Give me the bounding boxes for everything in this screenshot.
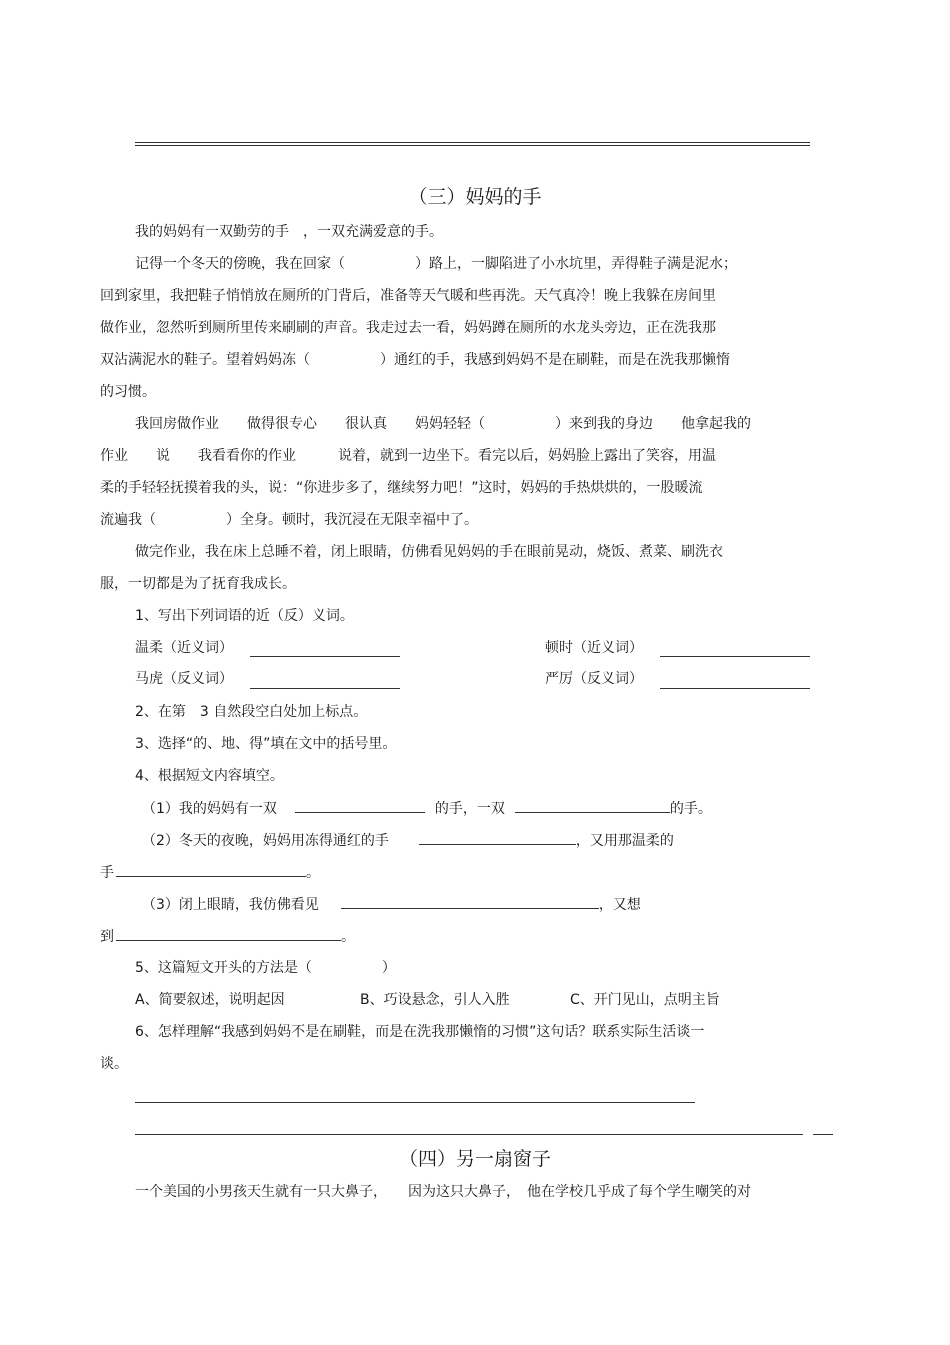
q4-2-blank-b[interactable] xyxy=(116,862,306,877)
section3-para3-line: 柔的手轻轻抚摸着我的头，说：“你进步多了，继续努力吧！”这时，妈妈的手热烘烘的，一股暖流 xyxy=(100,480,703,496)
question-4: 4、根据短文内容填空。 xyxy=(135,768,284,784)
q4-3-text-c: 到 xyxy=(100,929,114,945)
section3-para3-line: 我回房做作业 做得很专心 很认真 妈妈轻轻（ ）来到我的身边 他拿起我的 xyxy=(135,416,751,432)
q4-1-blank-a[interactable] xyxy=(295,798,425,813)
section3-para4-line: 服，一切都是为了抚育我成长。 xyxy=(100,576,296,592)
q5-option-c[interactable]: C、开门见山，点明主旨 xyxy=(570,992,720,1008)
q4-3-text-a: （3）闭上眼睛，我仿佛看见 xyxy=(142,897,319,913)
q1-dunshi-blank[interactable] xyxy=(660,656,810,657)
q4-2-continued xyxy=(100,862,320,883)
q6-answer-line-tail xyxy=(813,1134,833,1135)
q1-wenrou-label: 温柔（近义词） xyxy=(135,640,233,656)
q4-3-text-d: 。 xyxy=(341,929,355,945)
q6-answer-line[interactable] xyxy=(135,1102,695,1103)
q4-2-text-d: 。 xyxy=(306,865,320,881)
section3-para2-line: 回到家里，我把鞋子悄悄放在厕所的门背后，准备等天气暖和些再洗。天气真冷！晚上我躲在房间里 xyxy=(100,288,716,304)
q1-mahu-blank[interactable] xyxy=(250,688,400,689)
question-1: 1、写出下列词语的近（反）义词。 xyxy=(135,608,354,624)
q4-2-blank-a[interactable] xyxy=(419,830,576,845)
q4-1-line xyxy=(142,798,712,819)
q1-yanli-blank[interactable] xyxy=(660,688,810,689)
section3-para2-line: 做作业，忽然听到厕所里传来刷刷的声音。我走过去一看，妈妈蹲在厕所的水龙头旁边，正在洗我那 xyxy=(100,320,716,336)
section3-title: （三）妈妈的手 xyxy=(408,186,542,208)
section3-para2-line: 双沾满泥水的鞋子。望着妈妈冻（ ）通红的手，我感到妈妈不是在刷鞋，而是在洗我那懒惰 xyxy=(100,352,730,368)
q1-wenrou-blank[interactable] xyxy=(250,656,400,657)
q4-1-blank-b[interactable] xyxy=(515,798,670,813)
q4-2-text-a: （2）冬天的夜晚，妈妈用冻得通红的手 xyxy=(142,833,389,849)
q1-yanli-label: 严厉（反义词） xyxy=(545,671,643,687)
section3-para3-line: 作业 说 我看看你的作业 说着，就到一边坐下。看完以后，妈妈脸上露出了笑容，用温 xyxy=(100,448,716,464)
q4-3-blank-b[interactable] xyxy=(116,926,341,941)
question-5: 5、这篇短文开头的方法是（ ） xyxy=(135,960,396,976)
section3-para1: 我的妈妈有一双勤劳的手 ，一双充满爱意的手。 xyxy=(135,224,443,240)
q4-3-text-b: ，又想 xyxy=(598,897,641,913)
q1-mahu-label: 马虎（反义词） xyxy=(135,671,233,687)
section3-para3-line: 流遍我（ ）全身。顿时，我沉浸在无限幸福中了。 xyxy=(100,512,478,528)
question-2: 2、在第 3 自然段空白处加上标点。 xyxy=(135,704,368,720)
q4-3-line xyxy=(142,894,641,915)
q5-option-b[interactable]: B、巧设悬念，引人入胜 xyxy=(360,992,510,1008)
section3-para2-line: 记得一个冬天的傍晚，我在回家（ ）路上，一脚陷进了小水坑里，弄得鞋子满是泥水； xyxy=(135,256,737,272)
q5-option-a[interactable]: A、简要叙述，说明起因 xyxy=(135,992,285,1008)
top-double-rule xyxy=(135,142,810,146)
section3-para2-line: 的习惯。 xyxy=(100,384,156,400)
q4-1-text-b: 的手，一双 xyxy=(434,801,505,817)
q4-2-line xyxy=(142,830,674,851)
q1-dunshi-label: 顿时（近义词） xyxy=(545,640,643,656)
q4-2-text-b: ，又用那温柔的 xyxy=(575,833,674,849)
section3-para4-line: 做完作业，我在床上总睡不着，闭上眼睛，仿佛看见妈妈的手在眼前晃动，烧饭、煮菜、刷洗衣 xyxy=(135,544,723,560)
q6-answer-line[interactable] xyxy=(135,1134,803,1135)
q4-2-text-c: 手 xyxy=(100,865,114,881)
q4-1-text-a: （1）我的妈妈有一双 xyxy=(142,801,277,817)
question-3: 3、选择“的、地、得”填在文中的括号里。 xyxy=(135,736,397,752)
q4-3-continued xyxy=(100,926,355,947)
section4-para1-line: 一个美国的小男孩天生就有一只大鼻子， 因为这只大鼻子， 他在学校几乎成了每个学生嘲笑的对 xyxy=(135,1184,751,1200)
q4-1-text-c: 的手。 xyxy=(669,801,712,817)
section4-title: （四）另一扇窗子 xyxy=(398,1148,551,1170)
question-6-continued: 谈。 xyxy=(100,1056,128,1072)
q4-3-blank-a[interactable] xyxy=(341,894,599,909)
question-6: 6、怎样理解“我感到妈妈不是在刷鞋，而是在洗我那懒惰的习惯”这句话？联系实际生活谈一 xyxy=(135,1024,705,1040)
